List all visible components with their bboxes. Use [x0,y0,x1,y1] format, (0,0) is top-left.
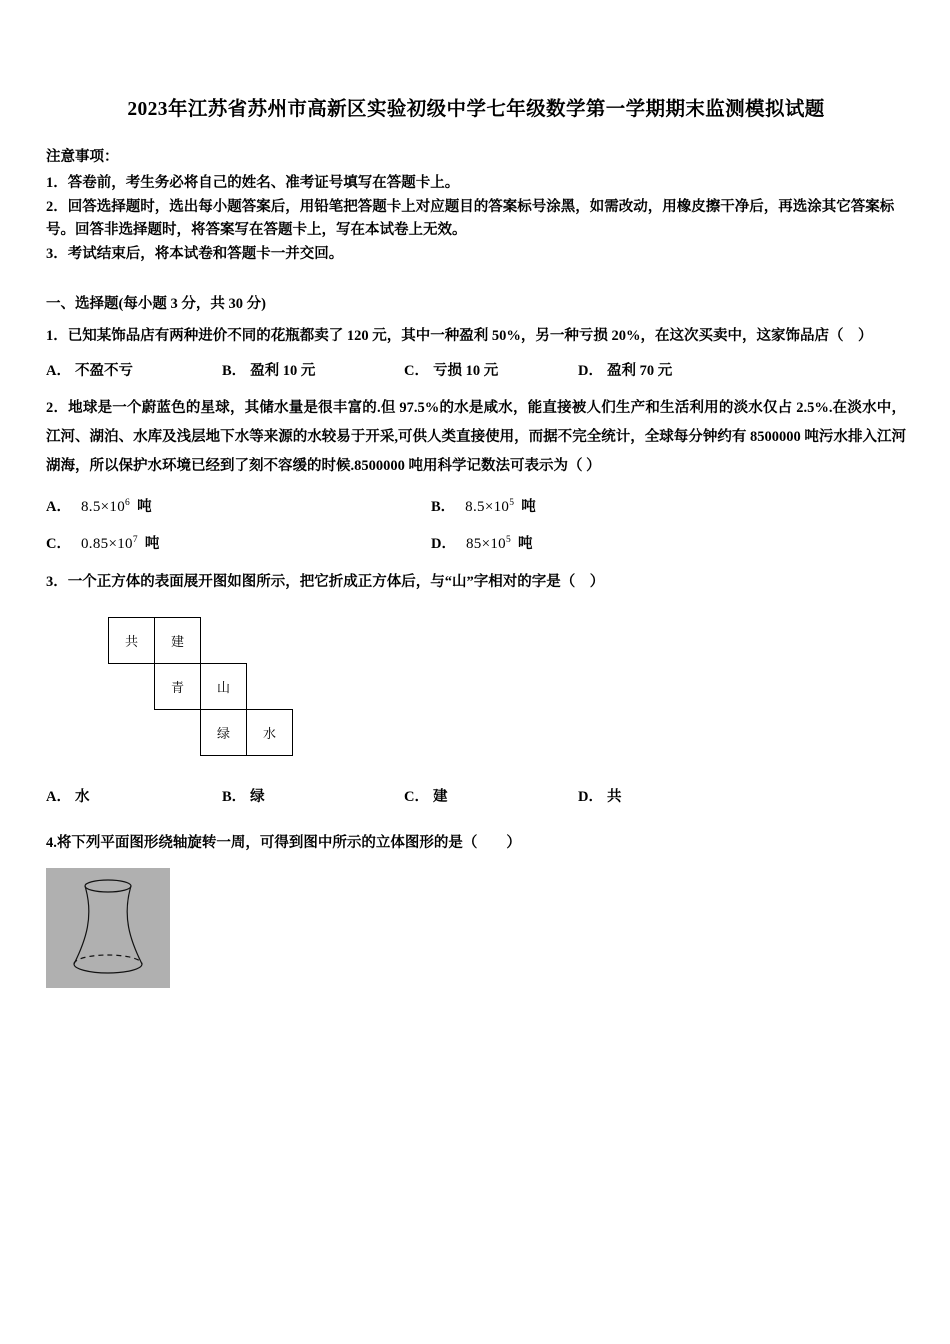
option-2-A-times: × [100,499,110,516]
bottom-spacer [46,992,906,1032]
question-2-number: 2． [46,400,69,417]
question-3-text [46,569,906,597]
option-2-B-label: B． [431,499,456,516]
option-2-A-label: A． [46,499,71,516]
option-2-A-unit: 吨 [137,499,152,516]
option-2-C-times: × [108,536,118,553]
net-cell-jian: 建 [154,617,201,664]
option-3-A-text: 水 [74,788,90,805]
option-2-C-base: 10 [117,536,133,553]
option-3-A-label: A． [46,788,71,805]
question-2-body: 地球是一个蔚蓝色的星球，其储水量是很丰富的.但 97.5%的水是咸水，能直接被人们生产和生活利用的淡水仅占 2.5%.在淡水中，江河、湖泊、水库及浅层地下水等来源的水较易于开采,可供人类直接使用，而据不完全统计，全球每分钟约有 8500000 吨污水排入江河湖海，所以保护水环境已经到了刻不容缓的时候.8500000 吨用科学记数法可表示为（ ） [46,400,907,475]
option-1-C[interactable] [404,359,578,380]
option-2-A-coefficient: 8.5 [80,499,101,516]
option-2-B-expression [465,498,514,516]
option-1-B-label: B． [222,363,247,380]
net-cell-lv: 绿 [200,709,247,756]
option-2-C-unit: 吨 [144,536,160,553]
option-1-B-text: 盈利 10 元 [250,363,316,380]
option-3-D[interactable] [578,785,621,806]
option-2-A-exponent: 6 [125,498,131,509]
question-2 [46,394,906,553]
frustum-solid-drawing [46,868,170,988]
net-cell-gong: 共 [108,617,155,664]
option-2-D-base: 10 [490,536,506,553]
option-2-B-exponent: 5 [509,498,515,509]
option-3-B-text: 绿 [250,788,265,805]
option-2-D-unit: 吨 [518,536,533,553]
option-2-D[interactable] [431,532,533,553]
question-1-text [46,323,906,351]
option-3-C-text: 建 [432,788,448,805]
option-1-C-text: 亏损 10 元 [432,363,499,380]
option-1-A[interactable] [46,359,222,380]
option-2-B-coefficient: 8.5 [465,499,485,516]
question-2-options [46,495,906,553]
question-1-options [46,359,906,380]
question-1 [46,323,906,380]
option-2-D-label: D． [431,536,456,553]
option-2-A-expression [81,498,130,516]
option-2-A[interactable] [46,495,431,516]
option-3-B[interactable] [222,785,404,806]
option-1-D-label: D． [578,363,603,380]
option-2-C-coefficient: 0.85 [80,536,109,553]
option-2-D-exponent: 5 [505,535,512,546]
option-2-B-unit: 吨 [521,499,536,516]
option-2-C-expression [81,535,138,553]
net-cell-qing: 青 [154,663,201,710]
option-1-D[interactable] [578,359,672,380]
option-3-D-label: D． [578,788,603,805]
option-1-B[interactable] [222,359,404,380]
note-line-3: 3．考试结束后，将本试卷和答题卡一并交回。 [46,245,344,262]
question-2-options-row-1 [46,495,906,516]
option-2-D-expression [466,535,511,553]
question-3-body: 一个正方体的表面展开图如图所示，把它折成正方体后，与“山”字相对的字是（ ） [67,574,605,591]
option-2-B-base: 10 [493,499,510,516]
question-1-body: 已知某饰品店有两种进价不同的花瓶都卖了 120 元，其中一种盈利 50%，另一种亏损 20%，在这次买卖中，这家饰品店（ ） [67,328,873,345]
option-2-C-label: C． [46,536,71,553]
option-2-B-times: × [484,499,494,516]
page-title: 2023年江苏省苏州市高新区实验初级中学七年级数学第一学期期末监测模拟试题 [127,99,825,120]
note-line-1: 1．答卷前，考生务必将自己的姓名、准考证号填写在答题卡上。 [46,175,460,192]
question-4-number: 4. [46,834,57,851]
option-2-D-coefficient: 85 [465,536,482,553]
frustum-solid-image [46,868,170,988]
option-3-C[interactable] [404,785,578,806]
section-heading: 一、选择题(每小题 3 分，共 30 分) [46,296,266,313]
option-2-C[interactable] [46,532,431,553]
option-3-C-label: C． [404,788,429,805]
option-3-A[interactable] [46,785,222,806]
question-3 [46,569,906,806]
option-2-C-exponent: 7 [132,535,138,546]
question-3-number: 3． [46,574,68,591]
question-1-number: 1． [46,328,68,345]
option-1-A-text: 不盈不亏 [74,363,133,380]
option-1-D-text: 盈利 70 元 [606,363,673,380]
question-4-body: 将下列平面图形绕轴旋转一周，可得到图中所示的立体图形的是（ ） [56,834,521,851]
question-2-text [46,394,906,481]
question-3-options [46,785,906,806]
option-1-C-label: C． [404,363,429,380]
net-cell-shui: 水 [246,709,293,756]
option-2-D-times: × [481,536,491,553]
cube-net-figure [108,617,298,767]
net-cell-shan: 山 [200,663,247,710]
question-4-text [46,830,906,858]
question-2-options-row-2 [46,532,906,553]
option-2-B[interactable] [431,495,536,516]
notes-heading: 注意事项： [46,149,119,166]
question-4 [46,830,906,988]
option-2-A-base: 10 [109,499,126,516]
option-3-D-text: 共 [606,788,622,805]
option-3-B-label: B． [222,788,247,805]
document-content [46,96,906,1032]
option-1-A-label: A． [46,363,71,380]
note-line-2: 2．回答选择题时，选出每小题答案后，用铅笔把答题卡上对应题目的答案标号涂黑，如需改动，用橡皮擦干净后，再选涂其它答案标号。回答非选择题时，将答案写在答题卡上，写在本试卷上无效。 [46,198,895,239]
